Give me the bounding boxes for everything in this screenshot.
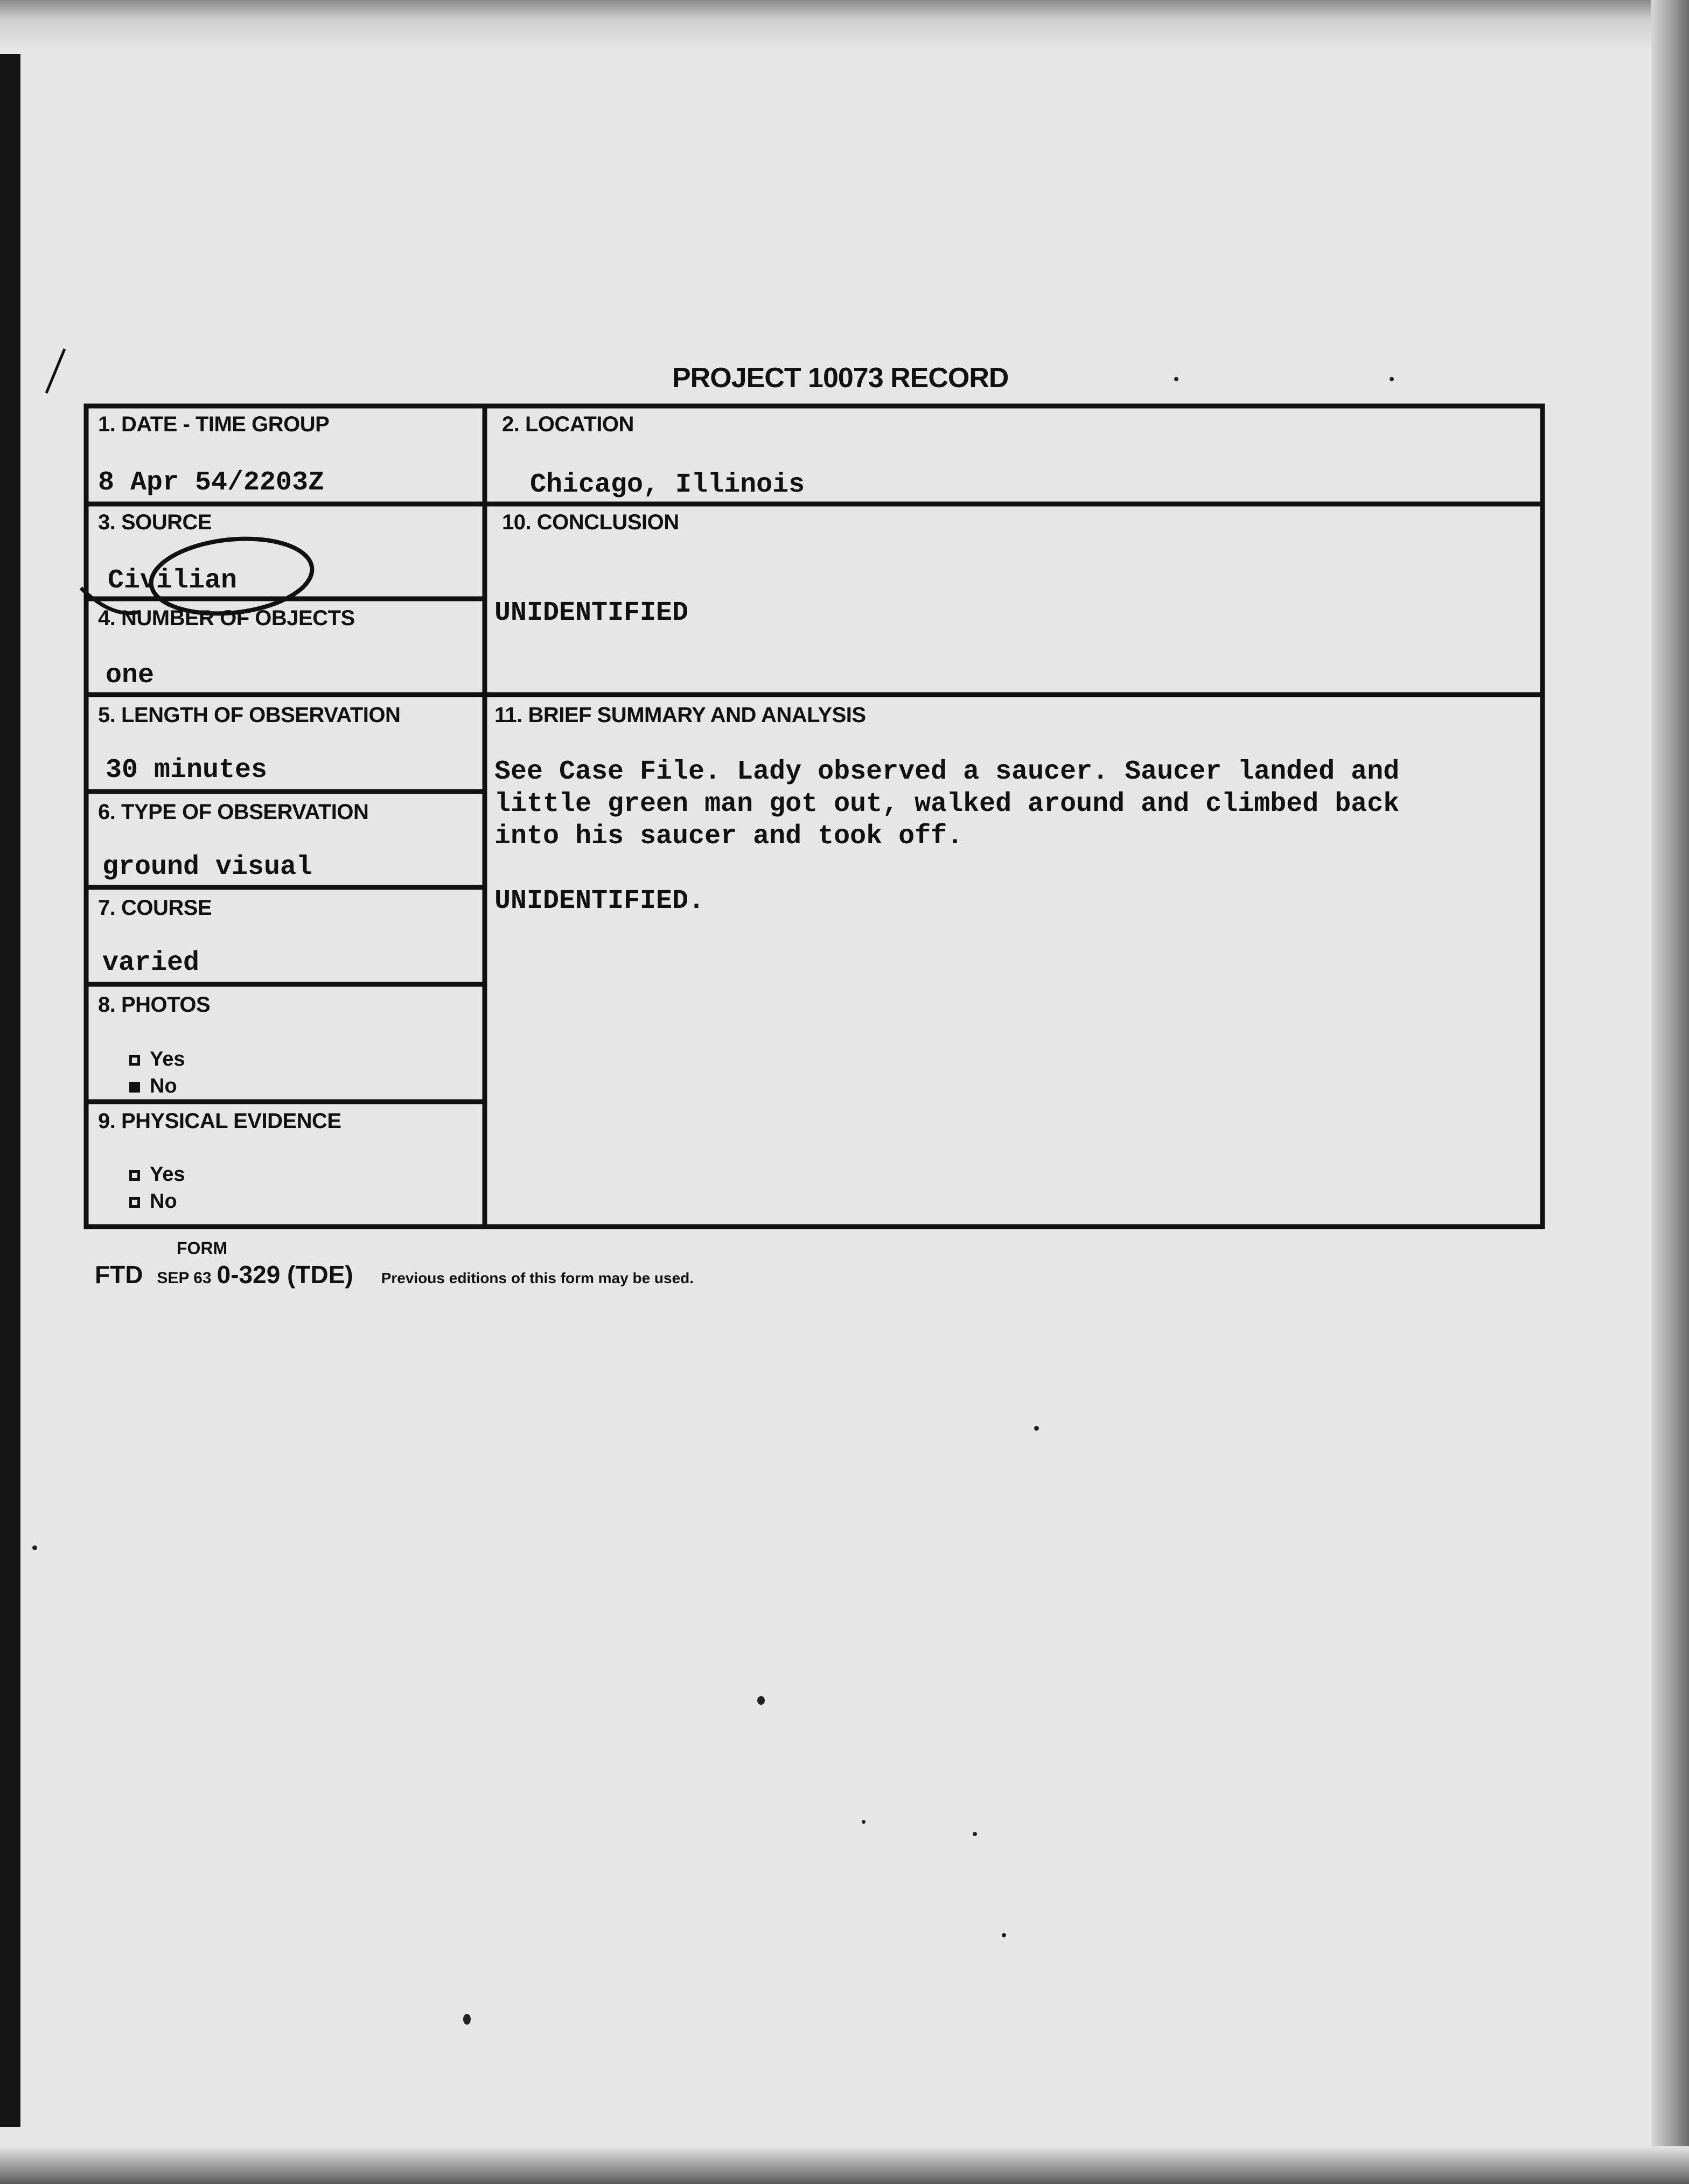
date-time-group-value: 8 Apr 54/2203Z (98, 467, 325, 498)
photos-no-option (129, 1075, 177, 1098)
type-of-observation-label: 6. TYPE OF OBSERVATION (98, 800, 369, 824)
photos-label: 8. PHOTOS (98, 993, 211, 1017)
physical-evidence-label: 9. PHYSICAL EVIDENCE (98, 1109, 341, 1133)
summary-line: little green man got out, walked around and climbed back (494, 789, 1400, 820)
photos-yes-checkbox (129, 1055, 140, 1066)
type-of-observation-value: ground visual (102, 852, 313, 883)
physical-evidence-no-label: No (150, 1190, 177, 1213)
summary-line: See Case File. Lady observed a saucer. Saucer landed and (494, 757, 1400, 787)
record-title: PROJECT 10073 RECORD (672, 362, 1009, 394)
footer-date: SEP 63 (157, 1269, 212, 1287)
footer-ftd: FTD (95, 1261, 143, 1289)
number-of-objects-label: 4. NUMBER OF OBJECTS (98, 606, 355, 630)
length-of-observation-label: 5. LENGTH OF OBSERVATION (98, 703, 401, 727)
conclusion-value: UNIDENTIFIED (494, 598, 689, 628)
course-label: 7. COURSE (98, 896, 212, 920)
number-of-objects-value: one (106, 660, 155, 691)
photos-no-label: No (150, 1075, 177, 1097)
summary-text (494, 756, 1442, 918)
footer-form-line (95, 1260, 694, 1289)
summary-label: 11. BRIEF SUMMARY AND ANALYSIS (494, 703, 866, 727)
summary-closing: UNIDENTIFIED. (494, 886, 705, 916)
physical-evidence-yes-option (129, 1163, 185, 1186)
footer-note: Previous editions of this form may be used. (381, 1270, 694, 1286)
summary-line: into his saucer and took off. (494, 821, 964, 852)
physical-evidence-yes-label: Yes (150, 1163, 185, 1186)
conclusion-label: 10. CONCLUSION (502, 510, 679, 534)
course-value: varied (102, 948, 200, 978)
physical-evidence-no-checkbox (129, 1197, 140, 1208)
source-label: 3. SOURCE (98, 510, 212, 534)
physical-evidence-no-option (129, 1190, 177, 1213)
footer-form-word: FORM (177, 1238, 228, 1258)
photos-yes-label: Yes (150, 1048, 185, 1070)
length-of-observation-value: 30 minutes (106, 755, 268, 786)
physical-evidence-yes-checkbox (129, 1170, 140, 1181)
footer-form-number: 0-329 (TDE) (217, 1261, 353, 1289)
photos-no-checkbox (129, 1082, 140, 1093)
location-label: 2. LOCATION (502, 412, 634, 436)
location-value: Chicago, Illinois (530, 470, 805, 500)
photos-yes-option (129, 1048, 185, 1071)
date-time-group-label: 1. DATE - TIME GROUP (98, 412, 330, 436)
source-value: Civilian (108, 565, 238, 596)
